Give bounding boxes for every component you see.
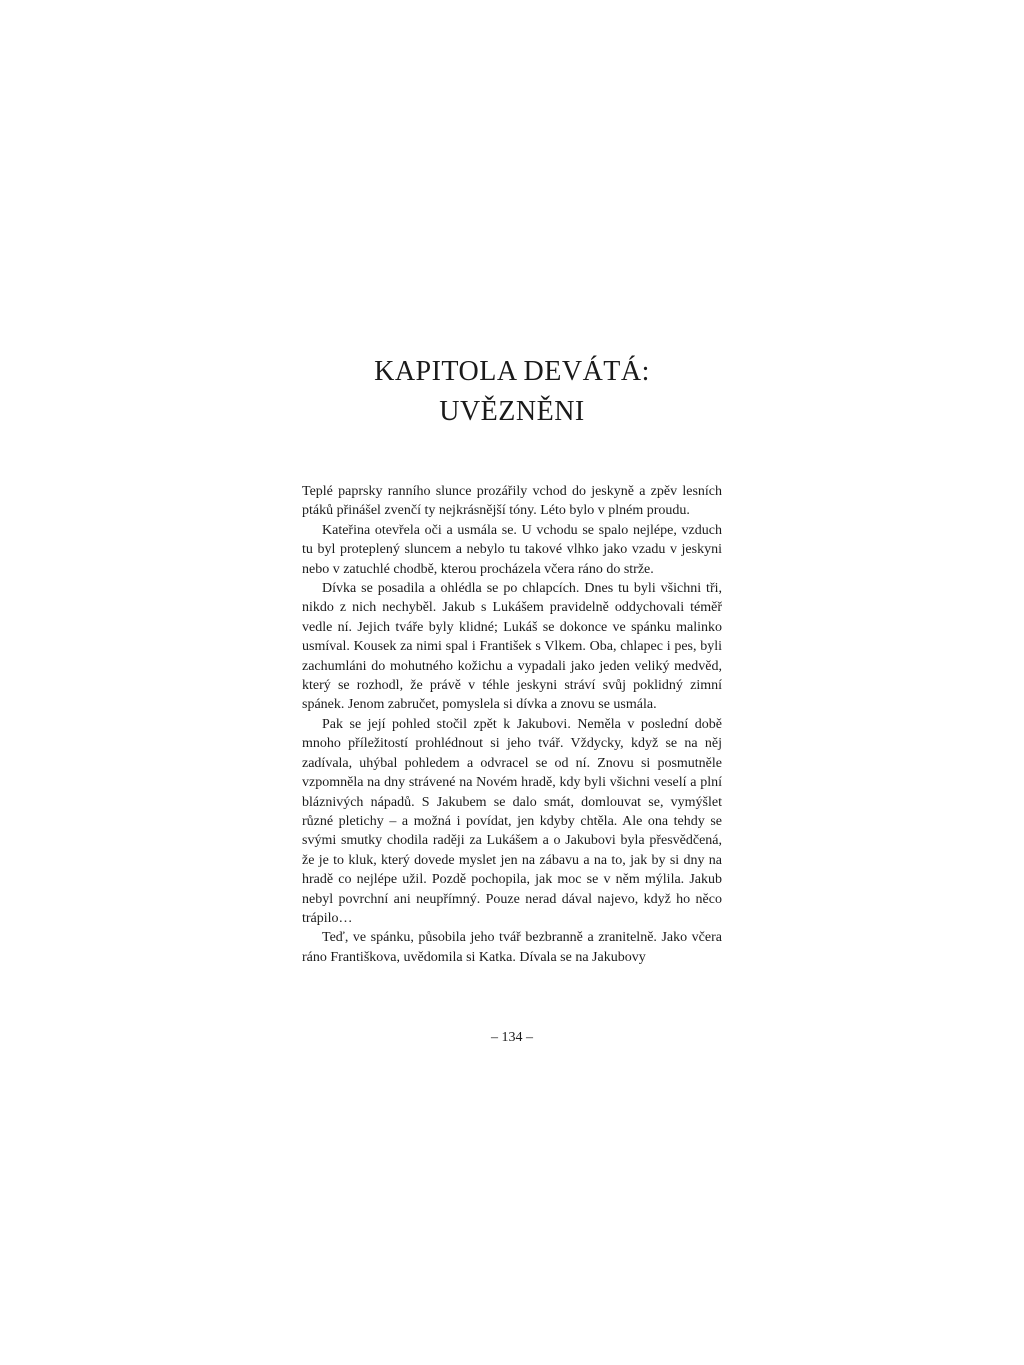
paragraph: Teplé paprsky ranního slunce prozářily vchod do jeskyně a zpěv lesních ptáků přinášel zvenčí ty nejkrásnější tóny. Léto bylo v plném proudu. bbox=[302, 484, 722, 519]
paragraph: Teď, ve spánku, působila jeho tvář bezbranně a zranitelně. Jako včera ráno Františkova, uvědomila si Katka. Dívala se na Jakubovy bbox=[302, 930, 722, 965]
body-text bbox=[302, 482, 722, 967]
paragraph: Dívka se posadila a ohlédla se po chlapcích. Dnes tu byli všichni tři, nikdo z nich nechyběl. Jakub s Lukášem pravidelně oddychovali téměř vedle ní. Jejich tváře byly klidné; Lukáš se dokonce ve spánku malinko usmíval. Kousek za nimi spal i František s Vlkem. Oba, chlapec i pes, byli zachumláni do mohutného kožichu a vypadali jako jeden veliký medvěd, který se rozhodl, že právě v téhle jeskyni stráví svůj poklidný zimní spánek. Jenom zabručet, pomyslela si dívka a znovu se usmála. bbox=[302, 581, 722, 713]
paragraph: Kateřina otevřela oči a usmála se. U vchodu se spalo nejlépe, vzduch tu byl proteplený sluncem a nebylo tu takové vlhko jako vzadu v jeskyni nebo v zatuchlé chodbě, kterou procházela včera ráno do strže. bbox=[302, 522, 722, 577]
chapter-title bbox=[302, 352, 722, 432]
chapter-title-line-1: KAPITOLA DEVÁTÁ: bbox=[374, 356, 650, 387]
chapter-title-line-2: UVĚZNĚNI bbox=[439, 396, 585, 427]
page-number: – 134 – bbox=[491, 1030, 533, 1045]
paragraph: Pak se její pohled stočil zpět k Jakubovi. Neměla v poslední době mnoho příležitostí prohlédnout si jeho tvář. Vždycky, když se na něj zadívala, uhýbal pohledem a odvracel se od ní. Znovu si posmutněle vzpomněla na dny strávené na Novém hradě, kdy byli všichni veselí a plní bláznivých nápadů. S Jakubem se dalo smát, domlouvat se, vymýšlet různé pletichy – a možná i povídat, jen kdyby chtěla. Ale ona tehdy se svými smutky chodila raději za Lukášem a o Jakubovi byla přesvědčená, že je to kluk, který dovede myslet jen na zábavu a na to, jak by si dny na hradě co nejlépe užil. Pozdě pochopila, jak moc se v něm mýlila. Jakub nebyl povrchní ani neupřímný. Pouze nerad dával najevo, když ho něco trápilo… bbox=[302, 716, 722, 926]
